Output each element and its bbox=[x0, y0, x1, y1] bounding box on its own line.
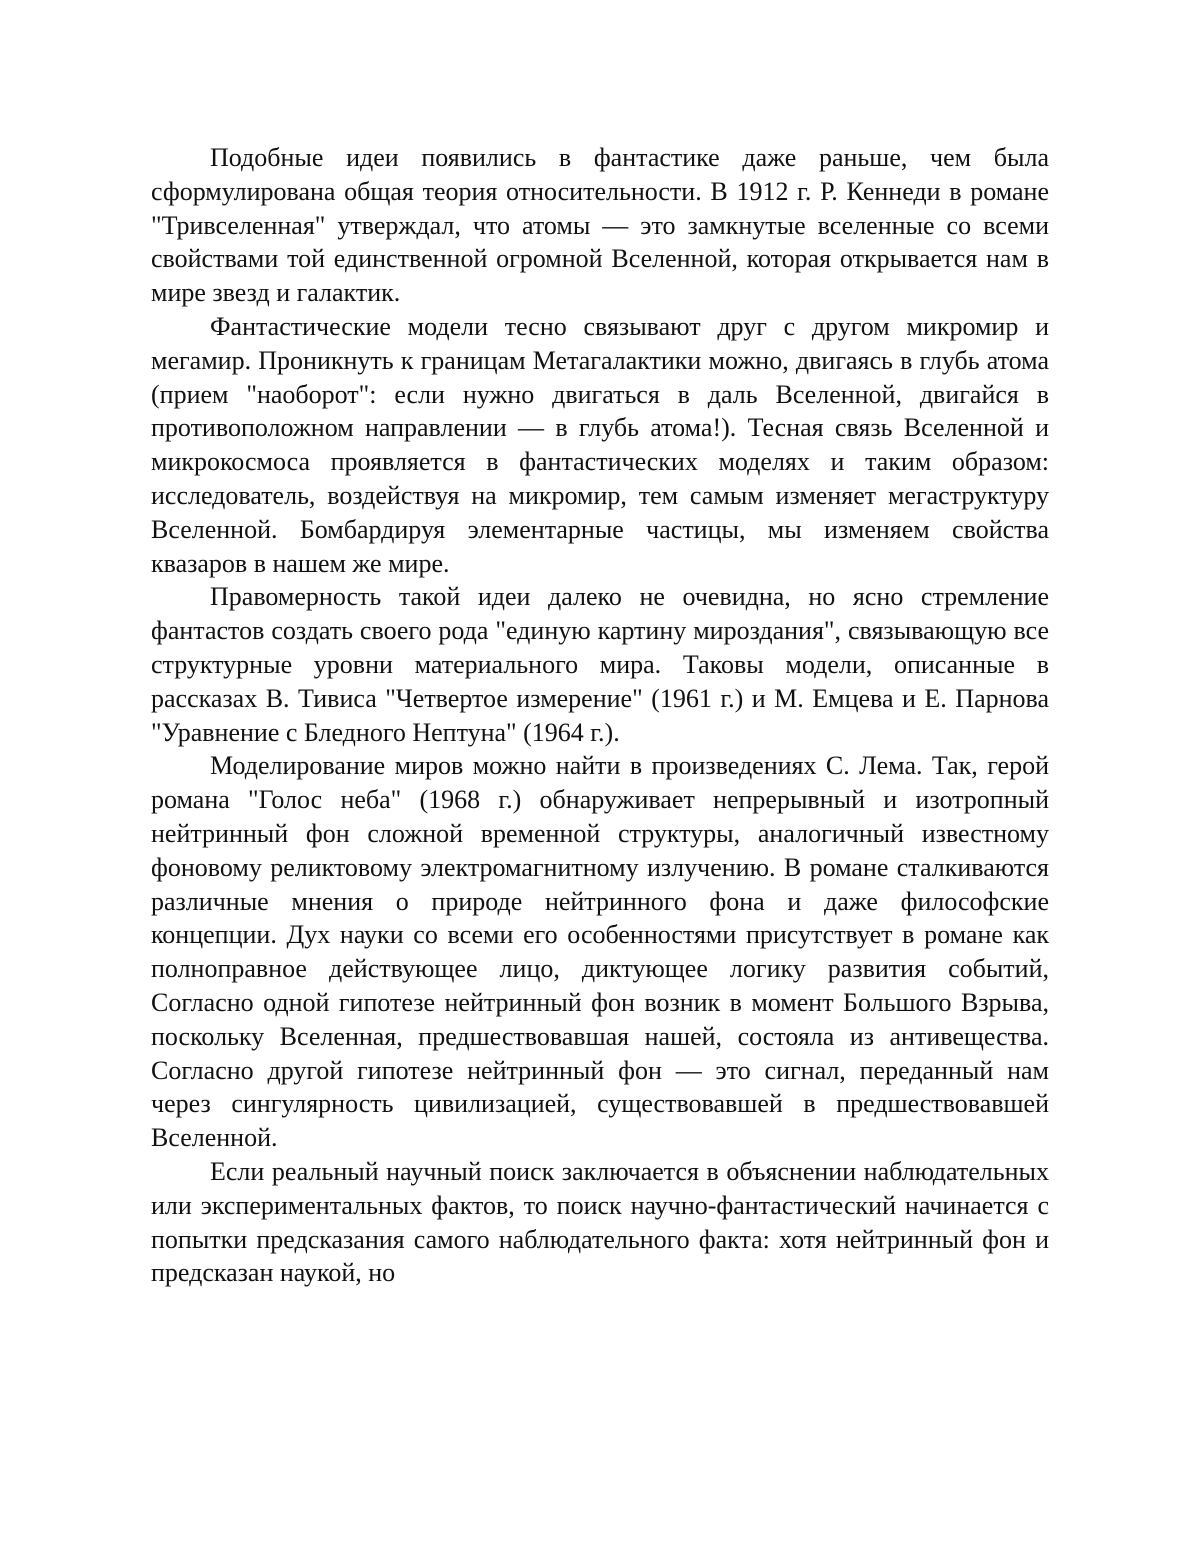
body-text bbox=[151, 141, 1049, 1290]
paragraph-3: Правомерность такой идеи далеко не очевидна, но ясно стремление фантастов создать своего рода "единую картину мироздания", связывающую все структурные уровни материального мира. Таковы модели, описанные в рассказах В. Тивиса "Четвертое измерение" (1961 г.) и М. Емцева и Е. Парнова "Уравнение с Бледного Нептуна" (1964 г.). bbox=[151, 582, 1049, 747]
paragraph-4: Моделирование миров можно найти в произведениях С. Лема. Так, герой романа "Голос неба" (1968 г.) обнаруживает непрерывный и изотропный нейтринный фон сложной временной структуры, аналогичный известному фоновому реликтовому электромагнитному излучению. В романе сталкиваются различные мнения о природе нейтринного фона и даже философские концепции. Дух науки со всеми его особенностями присутствует в романе как полноправное действующее лицо, диктующее логику развития событий, Согласно одной гипотезе нейтринный фон возник в момент Большого Взрыва, поскольку Вселенная, предшествовавшая нашей, состояла из антивещества. Согласно другой гипотезе нейтринный фон — это сигнал, переданный нам через сингулярность цивилизацией, существовавшей в предшествовавшей Вселенной. bbox=[151, 751, 1049, 1153]
paragraph-5: Если реальный научный поиск заключается в объяснении наблюдательных или экспериментальных фактов, то поиск научно-фантастический начинается с попытки предсказания самого наблюдательного факта: хотя нейтринный фон и предсказан наукой, но bbox=[151, 1156, 1049, 1288]
paragraph-2: Фантастические модели тесно связывают друг с другом микромир и мегамир. Проникнуть к границам Метагалактики можно, двигаясь в глубь атома (прием "наоборот": если нужно двигаться в даль Вселенной, двигайся в противоположном направлении — в глубь атома!). Тесная связь Вселенной и микрокосмоса проявляется в фантастических моделях и таким образом: исследователь, воздействуя на микромир, тем самым изменяет мегаструктуру Вселенной. Бомбардируя элементарные частицы, мы изменяем свойства квазаров в нашем же мире. bbox=[151, 311, 1049, 578]
paragraph-1: Подобные идеи появились в фантастике даже раньше, чем была сформулирована общая теория относительности. В 1912 г. Р. Кеннеди в романе "Тривселенная" утверждал, что атомы — это замкнутые вселенные со всеми свойствами той единственной огромной Вселенной, которая открывается нам в мире звезд и галактик. bbox=[151, 143, 1049, 308]
